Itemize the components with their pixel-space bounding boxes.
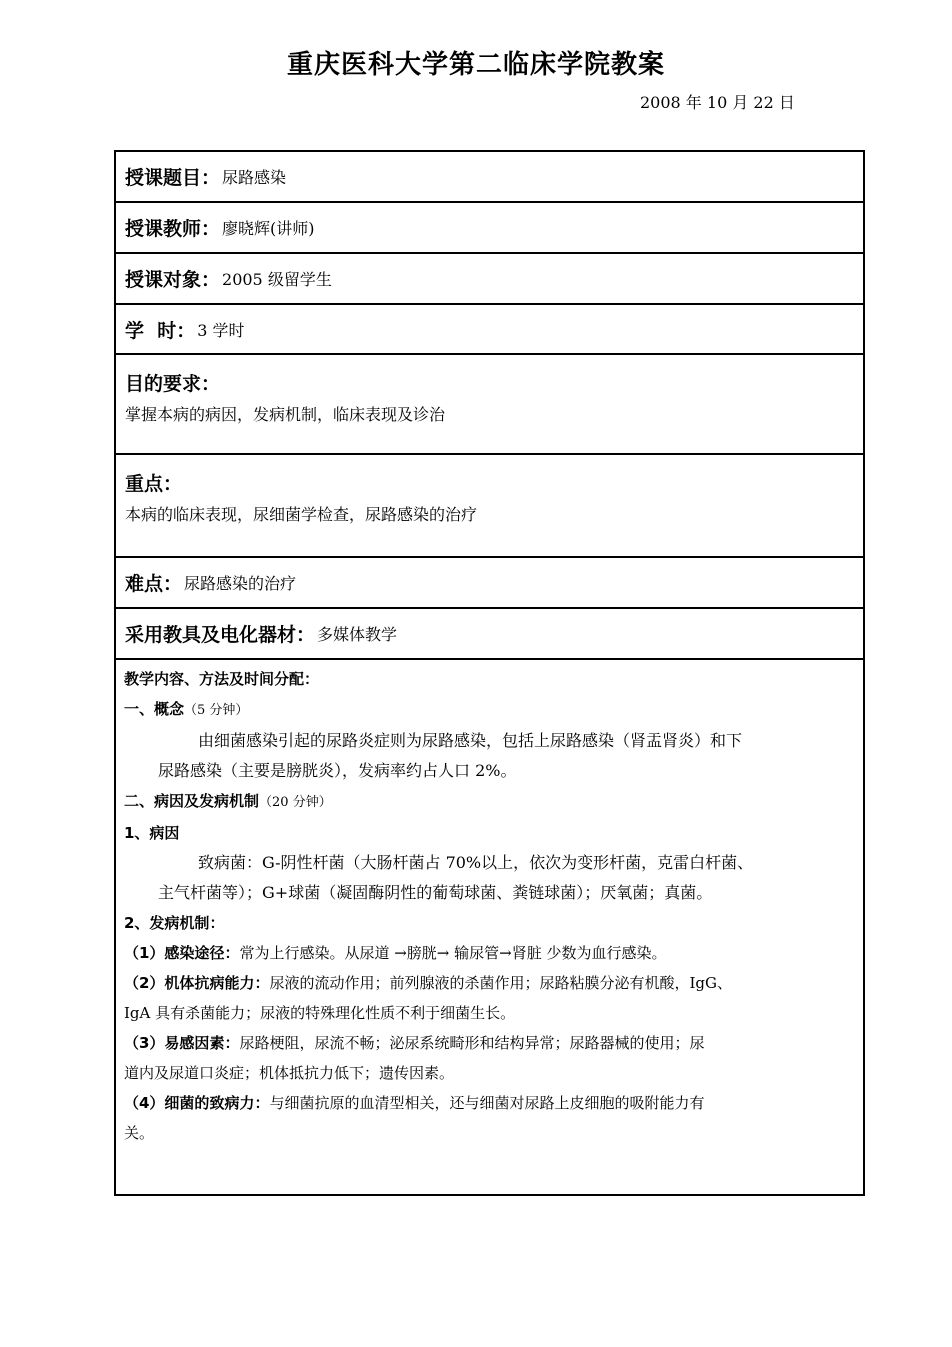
- content-heading: 教学内容、方法及时间分配：: [124, 670, 320, 688]
- difficulties-label: 难点：: [125, 573, 183, 595]
- section-1-para-line2: 尿路感染（主要是膀胱炎），发病率约占人口 2%。: [158, 761, 517, 780]
- section-2-title: 二、病因及发病机制: [124, 792, 260, 810]
- row-tools: [116, 609, 863, 660]
- section-1-heading: [124, 694, 857, 726]
- topic-value: 尿路感染: [222, 168, 287, 187]
- mechanism-2-label: （2）机体抗病能力：: [124, 974, 270, 992]
- row-audience: [116, 254, 863, 305]
- topic-label: 授课题目：: [125, 167, 221, 189]
- row-key-points: [116, 455, 863, 558]
- document-title: 重庆医科大学第二临床学院教案: [286, 50, 665, 80]
- section-2-1-para-line2: 主气杆菌等）；G+球菌（凝固酶阴性的葡萄球菌、粪链球菌）；厌氧菌；真菌。: [158, 883, 713, 902]
- mechanism-1-label: （1）感染途径：: [124, 944, 240, 962]
- teacher-label: 授课教师：: [125, 218, 221, 240]
- objectives-value: 掌握本病的病因，发病机制，临床表现及诊治: [125, 405, 446, 424]
- hours-label: 学 时：: [125, 319, 196, 342]
- section-1-para-line1: 由细菌感染引起的尿路炎症则为尿路感染，包括上尿路感染（肾盂肾炎）和下: [198, 731, 743, 750]
- tools-value: 多媒体教学: [317, 625, 398, 644]
- mechanism-3-label: （3）易感因素：: [124, 1034, 240, 1052]
- row-content: [116, 660, 863, 1194]
- mechanism-3-text: 尿路梗阻，尿流不畅；泌尿系统畸形和结构异常；尿路器械的使用；尿: [239, 1034, 705, 1052]
- mechanism-2: [124, 968, 857, 998]
- audience-label: 授课对象：: [125, 269, 221, 291]
- row-difficulties: [116, 558, 863, 609]
- mechanism-2-text: 尿液的流动作用；前列腺液的杀菌作用；尿路粘膜分泌有机酸，IgG、: [269, 974, 732, 992]
- mechanism-4: [124, 1088, 857, 1118]
- tools-label: 采用教具及电化器材：: [125, 624, 316, 646]
- section-1-time: （5 分钟）: [184, 703, 249, 718]
- row-objectives: [116, 355, 863, 455]
- mechanism-3-text-line2: 道内及尿道口炎症；机体抵抗力低下；遗传因素。: [124, 1064, 455, 1082]
- difficulties-value: 尿路感染的治疗: [184, 574, 297, 593]
- lesson-plan-table: [114, 150, 865, 1196]
- mechanism-4-text-line2: 关。: [124, 1124, 155, 1142]
- teacher-value: 廖晓辉(讲师): [222, 219, 315, 238]
- mechanism-2-text-line2: IgA 具有杀菌能力；尿液的特殊理化性质不利于细菌生长。: [124, 1004, 516, 1022]
- hours-value: 3 学时: [197, 320, 245, 340]
- objectives-label: 目的要求：: [125, 373, 221, 395]
- section-2-heading: [124, 786, 857, 818]
- mechanism-4-text: 与细菌抗原的血清型相关，还与细菌对尿路上皮细胞的吸附能力有: [269, 1094, 705, 1112]
- row-hours: [116, 305, 863, 355]
- section-1-title: 一、概念: [124, 700, 185, 718]
- mechanism-3: [124, 1028, 857, 1058]
- section-2-1-title: 1、病因: [124, 824, 180, 842]
- key-points-value: 本病的临床表现，尿细菌学检查，尿路感染的治疗: [125, 505, 478, 524]
- mechanism-1: [124, 938, 857, 968]
- row-topic: [116, 152, 863, 203]
- row-teacher: [116, 203, 863, 254]
- document-date: 2008 年 10 月 22 日: [640, 93, 795, 112]
- key-points-label: 重点：: [125, 473, 183, 495]
- section-2-1-para-line1: 致病菌：G-阴性杆菌（大肠杆菌占 70%以上，依次为变形杆菌，克雷白杆菌、: [198, 853, 754, 872]
- section-2-time: （20 分钟）: [259, 795, 332, 810]
- audience-value: 2005 级留学生: [222, 270, 332, 289]
- mechanism-1-text: 常为上行感染。从尿道 →膀胱→ 输尿管→肾脏 少数为血行感染。: [239, 944, 667, 962]
- mechanism-4-label: （4）细菌的致病力：: [124, 1094, 270, 1112]
- section-2-2-title: 2、发病机制：: [124, 914, 225, 932]
